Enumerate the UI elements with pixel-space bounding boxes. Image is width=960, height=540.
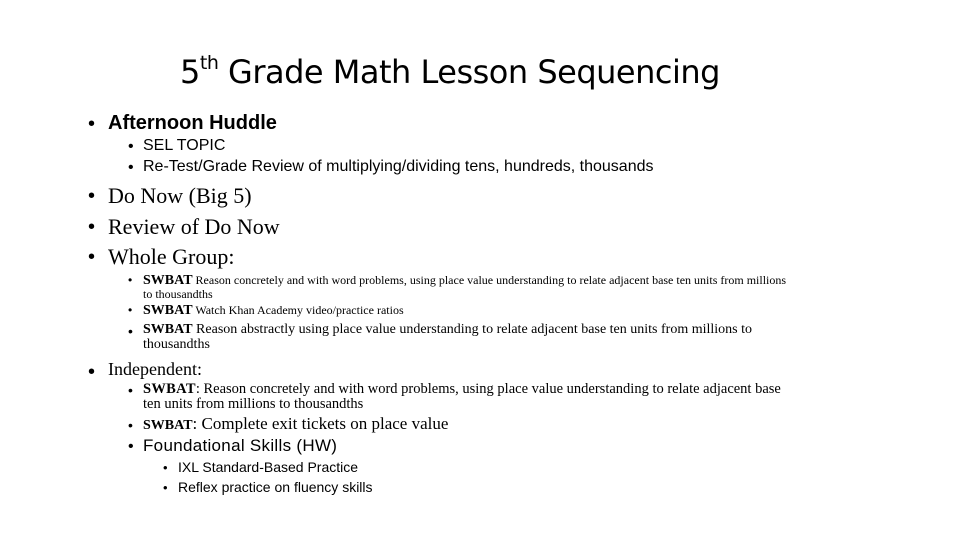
objective-text: Watch Khan Academy video/practice ratios — [192, 303, 404, 317]
independent-item — [143, 414, 448, 434]
afternoon-huddle-heading: Afternoon Huddle — [108, 112, 277, 134]
afternoon-huddle-item: SEL TOPIC — [143, 137, 226, 154]
whole-group-item — [143, 273, 786, 289]
whole-group-item — [143, 322, 752, 338]
whole-group-item-continued: to thousandths — [143, 287, 213, 301]
objective-text: : Reason concretely and with word problems, using place value understanding to relate adjacent base — [195, 381, 781, 397]
review-do-now-heading: Review of Do Now — [108, 214, 280, 239]
independent-item-continued: ten units from millions to thousandths — [143, 396, 364, 412]
bullet: • — [128, 417, 133, 433]
foundational-sub-item: Reflex practice on fluency skills — [178, 479, 373, 495]
swbat-label: SWBAT — [143, 418, 193, 433]
swbat-label: SWBAT — [143, 303, 193, 318]
bullet: • — [128, 138, 134, 155]
bullet: • — [163, 460, 168, 475]
bullet: • — [128, 303, 133, 317]
afternoon-huddle-item: Re-Test/Grade Review of multiplying/dividing tens, hundreds, thousands — [143, 158, 654, 175]
bullet: • — [128, 323, 133, 339]
objective-text: Reason abstractly using place value understanding to relate adjacent base ten units from millions to — [192, 322, 752, 337]
title-superscript: th — [199, 52, 219, 74]
foundational-sub-item: IXL Standard-Based Practice — [178, 459, 359, 475]
objective-text: Reason concretely and with word problems, using place value understanding to relate adjacent base ten units from millions — [192, 273, 787, 287]
swbat-label: SWBAT — [143, 381, 196, 397]
bullet: • — [128, 382, 133, 398]
bullet: • — [128, 273, 133, 287]
whole-group-item — [143, 303, 404, 319]
objective-text: : Complete exit tickets on place value — [192, 414, 449, 433]
bullet: • — [88, 185, 96, 207]
bullet: • — [88, 113, 96, 135]
bullet: • — [128, 438, 134, 455]
independent-heading: Independent: — [108, 359, 202, 379]
title-text: Grade Math Lesson Sequencing — [218, 53, 720, 91]
swbat-label: SWBAT — [143, 322, 193, 337]
bullet: • — [88, 216, 96, 238]
whole-group-heading: Whole Group: — [108, 244, 235, 269]
bullet: • — [88, 246, 96, 268]
swbat-label: SWBAT — [143, 273, 193, 288]
do-now-heading: Do Now (Big 5) — [108, 183, 252, 208]
slide-title — [0, 52, 900, 92]
foundational-skills-item: Foundational Skills (HW) — [143, 436, 338, 455]
bullet: • — [128, 159, 134, 176]
title-number: 5 — [180, 53, 200, 91]
whole-group-item-continued: thousandths — [143, 337, 210, 352]
bullet: • — [163, 480, 168, 495]
bullet: • — [88, 361, 96, 383]
